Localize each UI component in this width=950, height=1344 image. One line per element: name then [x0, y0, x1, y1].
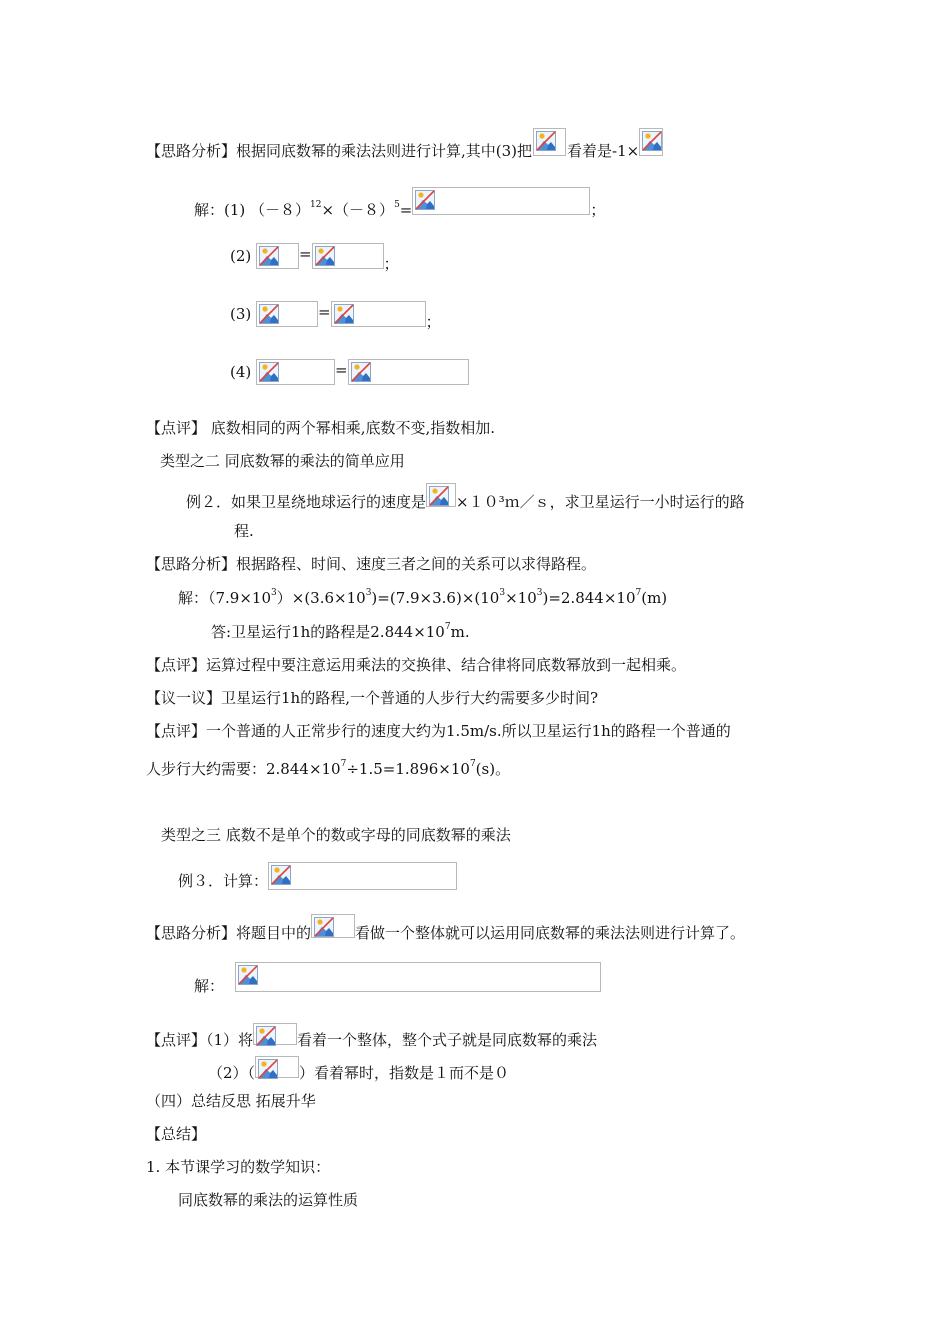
section-type-3: 类型之三 底数不是单个的数或字母的同底数幂的乘法 [161, 826, 511, 844]
summary-item-1-detail: 同底数幂的乘法的运算性质 [178, 1191, 359, 1209]
comment-1: 【点评】 底数相同的两个幂相乘,底数不变,指数相加. [146, 419, 496, 437]
solution-satellite: 解：$(7.9\times 10^3)\times(3.6\times 10^3)=(7.9\times 3.6)\times(10^3\times 10^3)=2.844\times 10^7(m)$ [178, 588, 668, 607]
formula-image [256, 301, 318, 327]
formula-image [639, 128, 663, 156]
formula-image [268, 862, 457, 890]
summary-item-1: 1. 本节课学习的数学知识： [146, 1158, 331, 1176]
section-type-2: 类型之二 同底数幂的乘法的简单应用 [160, 452, 405, 470]
formula-image [412, 187, 590, 215]
answer-satellite: 答:卫星运行1h的路程是$2.844\times 10^7m$. [211, 622, 470, 641]
formula-image [235, 962, 601, 992]
discuss: 【议一议】卫星运行1h的路程,一个普通的人步行大约需要多少时间? [146, 689, 599, 707]
section-summary: （四）总结反思 拓展升华 [146, 1092, 316, 1110]
solution-line-3: (3) = ； [230, 303, 441, 331]
comment-2: 【点评】运算过程中要注意运用乘法的交换律、结合律将同底数幂放到一起相乘。 [146, 656, 687, 674]
formula-image [253, 1023, 297, 1045]
solution-label: 解： [194, 977, 225, 995]
example-2-cont: 程. [234, 522, 254, 540]
comment-4: 【点评】（1）将 看着一个整体，整个式子就是同底数幂的乘法 [146, 1023, 597, 1050]
formula-image [331, 301, 426, 327]
formula-image [256, 359, 335, 385]
formula-image [348, 359, 469, 385]
formula-image [256, 243, 299, 269]
formula-image [312, 243, 384, 269]
formula-image [533, 128, 566, 156]
formula-image [426, 483, 456, 507]
example-2: 例２．如果卫星绕地球运行的速度是 ×１０³ｍ／ｓ，求卫星运行一小时运行的路 [186, 483, 745, 512]
formula-image [255, 1056, 299, 1078]
formula-image [311, 914, 355, 938]
comment-3: 【点评】一个普通的人正常步行的速度大约为1.5m/s.所以卫星运行1h的路程一个普通的 [146, 722, 731, 740]
analysis-line-3: 【思路分析】将题目中的 看做一个整体就可以运用同底数幂的乘法法则进行计算了。 [146, 914, 745, 943]
analysis-line-2: 【思路分析】根据路程、时间、速度三者之间的关系可以求得路程。 [146, 555, 597, 573]
solution-line-2: (2) = ； [230, 245, 399, 273]
summary-heading: 【总结】 [146, 1125, 207, 1143]
comment-3-cont: 人步行大约需要：$2.844\times 10^7\div 1.5=1.896\times 10^7(s)$。 [146, 759, 511, 778]
example-3: 例３．计算： [178, 862, 457, 895]
analysis-line-1: 【思路分析】根据同底数幂的乘法法则进行计算,其中(3)把 看着是-1× [146, 128, 663, 161]
comment-4-2: （2）（ ）看着幂时，指数是１而不是０ [208, 1056, 509, 1083]
solution-line-4: (4) = [230, 359, 469, 390]
solution-line-1: 解：(1) $(-8)^{12}\times(-8)^5=$ ； [194, 187, 605, 220]
